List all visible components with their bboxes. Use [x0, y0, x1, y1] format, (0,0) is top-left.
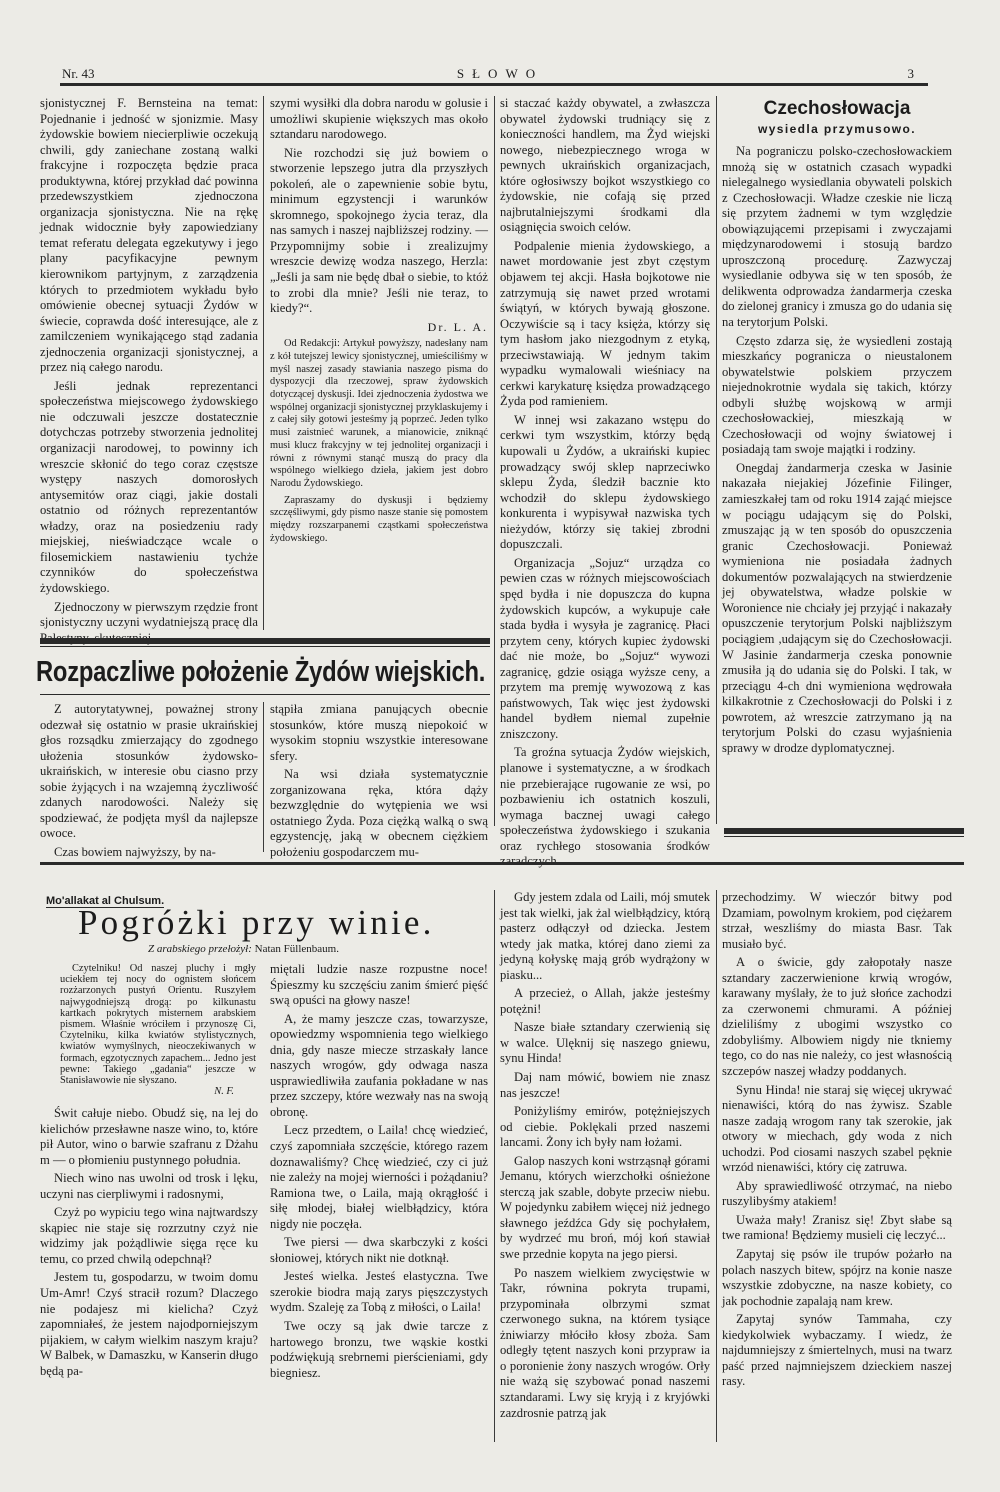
poem-para: A, że mamy jeszcze czas, towarzysze, opowiedzmy wspomnienia tego wielkiego dnia, gdy nasze miecze strzaskały lance naszych wrogów, gdy odwaga nasza usprawiedliwiła zaufania pokładane w nas przez szczepy, które wezwały nas na swoją obronę.: [270, 1011, 488, 1119]
section-rule: [40, 862, 964, 865]
poem-para: Synu Hinda! nie staraj się więcej ukrywać nienawiści, którą do nas żywisz. Szable nasze zadają wrogom rany tak szerokie, jak otwory w miechach, gdy woda z nich uchodzi. Pod ciosami naszych szabel pęknie wrzód nienawiści, który cię zatruwa.: [722, 1082, 952, 1175]
poem-para: Nasze białe sztandary czerwienią się w walce. Ulęknij się naszego gniewu, synu Hinda!: [500, 1020, 710, 1066]
decorative-rule: [724, 828, 964, 834]
poem-para: Galop naszych koni wstrząsnął górami Jemanu, których wierzchołki ośnieżone sterczą jak szable, dobyte przeciw niebu. W pojedynku zabiłem więcej niż jednego sławnego jeźdźca Gdy się pochyłałem, by wydrzeć mu broń, mój koń stawiał swe przednie kopyta na jego piersi.: [500, 1153, 710, 1262]
poem-para: Lecz przedtem, o Laila! chcę wiedzieć, czyś zapomniała szczęście, którego razem doznawaliśmy? Chcę wiedzieć, czy ci już nie zależy na mojej wierności i pożądaniu? Ramiona twe, o Laila, mają okrągłość i siłę młodej, białej wielbłądzicy, która nigdy nie poczęła.: [270, 1123, 488, 1231]
poem-para: Aby sprawiedliwość otrzymać, na niebo ruszylibyśmy atakiem!: [722, 1178, 952, 1209]
poem-column-1: [40, 1106, 258, 1442]
article2-para: Z autorytatywnej, poważnej strony odezwał się ostatnio w prasie ukraińskiej głos rozsądku zmierzający do zgodnego ułożenia stosunków żydowsko-ukraińskich, w interesie obu ciasno przy sobie żyjących i na wzajemną życzliwość zdanych narodowości. Należy się spodziewać, że podjęta myśl da najlepsze owoce.: [40, 702, 258, 841]
poem-para: Poniżyliśmy emirów, potężniejszych od ciebie. Poklękali przed naszemi lancami. Żony ich były nam łożami.: [500, 1104, 710, 1150]
poem-para: Twe oczy są jak dwie tarcze z hartowego bronzu, twe wąskie kostki podźwiękują srebrnemi pierścieniami, gdy biegniesz.: [270, 1319, 488, 1380]
czech-article-title: Czechosłowacja: [763, 98, 911, 119]
poem-para: miętali ludzie nasze rozpustne noce! Śpieszmy ku szczęściu zanim śmierć pięść swą opuści na głowy nasze!: [270, 962, 488, 1008]
article1-para: Nie rozchodzi się już bowiem o stworzenie lepszego jutra dla przyszłych pokoleń, ale o zapewnienie sobie bytu, minimum egzystencji i warunków skromnego, spokojnego życia teraz, dla nas samych i naszej najbliższej rodziny. — Przypomnijmy sobie i zrealizujmy wreszcie dewizę wodza naszego, Herzla: „Jeśli ja sam nie będę dbał o siebie, to któż to zrobi dla mnie? Jeśli nie teraz, to kiedy?“.: [270, 145, 488, 316]
czech-article-column: [722, 144, 952, 814]
article2-para: Czas bowiem najwyższy, by na-: [54, 844, 216, 859]
article1-signature: Dr. L. A.: [427, 319, 488, 334]
article2-para: si staczać każdy obywatel, a zwłaszcza obywatel żydowski trudniący się z konieczności handlem, ma Żyd wiejski nowego, niebezpiecznego wroga w pewnych ukraińskich organizacjach, które ogłosiwszy bojkot wszystkiego co żydowskie, nie cofają się przed najbrutalniejszymi środkami dla osiągnięcia swoich celów.: [500, 96, 710, 235]
poem-title: Pogróżki przy winie.: [78, 903, 435, 942]
intro-note: [60, 963, 256, 1097]
column-divider: [494, 890, 495, 1442]
article2-para: stąpiła zmiana panujących obecnie stosunków, które muszą niepokoić w wysokim stopniu wszystkie interesowane sfery.: [270, 702, 488, 763]
article2-column-1: [40, 702, 258, 859]
editorial-note: [270, 338, 488, 545]
column-divider: [263, 96, 264, 630]
headline-rule-top: [40, 638, 490, 644]
intro-signature: N. F.: [214, 1086, 234, 1098]
column-divider: [716, 890, 717, 1442]
poem-para: Jesteś wielka. Jesteś elastyczna. Twe szerokie biodra mają zarys pięszczystych wydm. Szaleję za Tobą z miłości, o Laila!: [270, 1269, 488, 1315]
intro-text: Czytelniku! Od naszej pluchy i mgły uciekłem tej nocy do ognistem słońcem rozżarzonych pustyń Orientu. Ruszyłem najwygodniejszą drogą: po kilkunastu kartkach pokrytych misternem arabskiem pismem. Właśnie wróciłem i przynoszę Ci, Czytelniku, kilka kwiatów stylistycznych, kwiatów wymyślnych, nieoczekiwanych w formach, egzotycznych zapachem... Jedno jest pewne: Takiego „gadania“ jeszcze w Stanisławowie nie słyszano.: [60, 963, 256, 1087]
poem-para: Zapytaj synów Tammaha, czy kiedykolwiek wybaczamy. I wiedz, że najdumniejszy z śmiertelnych, musi na twarz paść przed najmniejszem dzieckiem naszej rasy.: [722, 1312, 952, 1389]
column-divider: [263, 702, 264, 852]
poem-para: Gdy jestem zdala od Laili, mój smutek jest tak wielki, jak żal wielbłądzicy, którą pasterz odłączył od dziecka. Jestem wtedy jak matka, której dano ziemi za jedyną kołyskę mają grób wydrążony w piasku...: [500, 890, 710, 982]
poem-para: Po naszem wielkiem zwycięstwie w Takr, równina pokryta trupami, przypominała olbrzymi szmat czerwonego sukna, na którem tysiące żniwiarzy młóciło kłosy zboża. Sam odległy tętent naszych koni przypraw ia o poronienie żony naszych wrogów. Orły nie ważą się szybować ponad naszemi sztandarami. Lwy się kryją i z kryjówki zazdrosnie patrzą jak: [500, 1265, 710, 1420]
article2-para: Podpalenie mienia żydowskiego, a nawet mordowanie jest zbyt częstym objawem tej akcji. Hasła bojkotowe nie zatrzymują się nawet przed wrotami świątyń, w których bywają głoszone. Oczywiście są i tacy księża, którzy się tym hasłom jako niezgodnym z etyką, przeciwstawiają. W jednym takim wypadku wymalowali wieśniacy na cerkwi karykaturę księdza prowadzącego Żyda pod ramieniem.: [500, 238, 710, 409]
article1-para: Jeśli jednak reprezentanci społeczeństwa miejscowego żydowskiego nie odczuwali jeszcze dostatecznie dotychczas potrzeby stworzenia jednolitej organizacji narodowej, to powinny ich wreszcie skłonić do tego coraz częstsze występy naszych domorosłych antysemitów oraz ciągi, jakie dostali ostatnio od różnych reprezentantów władzy, oraz na posiedzeniu rady miejskiej, nieświadczące wcale o filosemickiem nastawieniu tychże czynników do społeczeństwa żydowskiego.: [40, 378, 258, 595]
article2-para: Organizacja „Sojuz“ urządza co pewien czas w różnych miejscowościach spęd bydła i nie dopuszcza do kupna żydowskich kupców, a wykupuje całe stada bydła i wysyła je zagranicę. Płaci przytem ceny, których kupiec żydowski dać nie może, bo „Sojuz“ wywozi zagranicę, gdzie osiąga wyższe ceny, a przytem ma premję wywozową z kas państwowych, Tak więc jest żydowski handel bydłem niemal zupełnie zniszczony.: [500, 555, 710, 741]
decorative-rule-thin: [724, 836, 964, 837]
masthead: [36, 66, 964, 82]
article2-para: W innej wsi zakazano wstępu do cerkwi tym wszystkim, którzy będą kupowali u Żydów, a ukraiński kupiec prowadzący swój sklep naprzeciwko sklepu Żyda, śledził bacznie kto wchodził do sklepu żydowskiego konkurenta i wypisywał nazwiska tych nieżydów, którzy się takiej zbrodni dopuszczali.: [500, 412, 710, 552]
poem-column-3: [500, 890, 710, 1442]
article2-column-2: [270, 702, 488, 859]
poem-kicker: Mo'allakat al Chulsum.: [46, 895, 165, 907]
czech-article-subtitle: wysiedla przymusowo.: [757, 122, 917, 136]
poem-column-2: [270, 962, 488, 1442]
czech-para: Na pograniczu polsko-czechosłowackiem mnożą się w ostatnich czasach wypadki nielegalnego wysiedlania obywateli polskich z Czechosłowacji. Władze czeskie nie liczą się przytem żadnemi w tym względzie obowiązującemi przepisami i zwyczajami międzynarodowemi i stosują bardzo uproszczoną procedurę. Zazwyczaj wysiedlanie odbywa się w ten sposób, że delikwenta odprowadza żandarmerja czeska do zielonej granicy i zmusza go do udania się na terytorjum Polski.: [722, 144, 952, 330]
article2-column-3: [500, 96, 710, 853]
translator-credit: [148, 943, 339, 955]
masthead-rule: [60, 83, 928, 86]
page-number: 3: [907, 66, 914, 81]
article2-para: Na wsi działa systematycznie zorganizowana ręka, która dąży bezwzględnie do wytępienia we wsi ostatniego Żyda. Poza ciężką walką o swą egzystencję, jaką w obecnem ciężkiem położeniu gospodarczem mu-: [270, 767, 488, 859]
headline-rule-top-thin: [40, 646, 490, 647]
poem-column-4: [722, 890, 952, 1442]
column-divider: [716, 96, 717, 824]
headline-rule-bottom: [40, 694, 490, 695]
article1-para: sjonistycznej F. Bernsteina na temat: Pojednanie i jedność w sjonizmie. Masy żydowskie bowiem niecierpliwie oczekują chwili, gdy zaniechane zostaną walki frakcyjne i rozpoczęta będzie praca produktywna, której przykład dać powinna przedewszystkiem zjednoczona organizacja sjonistyczna. Nie na rękę jednak widocznie były zapowiedziany temat referatu delegata egzekutywy i jego plany pacyfikacyjne pewnym kierownikom partyjnym, z zarządzenia których to przedmiotem wykładu było omówienie obecnej sytuacji Żydów w świecie, coprawda dość interesujące, ale z zamilczeniem wynikającego stąd zadania zjednoczenia organizacji sjonistycznej, a przez nią całego narodu.: [40, 96, 258, 375]
article1-para: szymi wysiłki dla dobra narodu w golusie i umożliwi skupienie większych mas około sztandaru narodowego.: [270, 96, 488, 142]
translator-name: Natan Füllenbaum.: [254, 943, 339, 955]
article1-para: Zjednoczony w pierwszym rzędzie front sjonistyczny uczyni wydatniejszą pracę dla: [40, 599, 258, 630]
issue-number: Nr. 43: [62, 66, 95, 81]
poem-para: A o świcie, gdy załopotały nasze sztandary zaczerwienione krwią wrogów, karawany myślały, że to już słońce zachodzi za czerwonemi chmurami. A później dzieliliśmy z ubogimi wszystko co zdobyliśmy. Albowiem nigdy nie tkniemy tego, co do nas nie należy, co jest własnością szczepów naszej władzy poddanych.: [722, 955, 952, 1079]
article1-column-1: [40, 96, 258, 632]
poem-para: A przecież, o Allah, jakże jesteśmy potężni!: [500, 986, 710, 1016]
poem-para: Czyż po wypiciu tego wina najtwardszy skąpiec nie staje się rozrzutny czyż nie widzimy jak pożądliwie sięga ręce ku temu, co przed chwilą odepchnął?: [40, 1205, 258, 1266]
poem-para: przechodzimy. W wieczór bitwy pod Dzamiam, powolnym krokiem, pod ciężarem strzał, weszliśmy do miasta Basr. Tak musiało być.: [722, 890, 952, 951]
poem-para: Świt całuje niebo. Obudź się, na lej do kielichów przesławne nasze wino, to, które pił Autor, wino o barwie szafranu z Dżahu m — o płomieniu pustynnego południa.: [40, 1106, 258, 1167]
article1-column-2: [270, 96, 488, 632]
paper-title: SŁOWO: [456, 66, 544, 81]
editorial-note-para: Od Redakcji: Artykuł powyższy, nadesłany nam z kół tutejszej lewicy sjonistycznej, umieściliśmy w myśl naszej zasady stawiania naszego pisma do dyspozycji dla rzeczowej, spraw żydowskich dotyczącej dyskusji. Idei zjednoczenia żydostwa we wspólnej organizacji sjonistycznej przyklaskujemy i z całej siły gotowi jesteśmy ją poprzeć. Jeden tylko musi zaistnieć warunek, a mianowicie, zniknąć musi klucz frakcyjny w tej jednolitej organizacji i równi z równymi stanąć muszą do pracy dla wspólnego wielkiego dzieła, jakiem jest dobro Narodu Żydowskiego.: [270, 338, 488, 489]
poem-para: Niech wino nas uwolni od trosk i lęku, uczyni nas cierpliwymi i radosnymi,: [40, 1171, 258, 1201]
translator-prefix: Z arabskiego przełożył:: [148, 943, 252, 955]
poem-para: Twe piersi — dwa skarbczyki z kości słoniowej, których nikt nie dotknął.: [270, 1235, 488, 1265]
column-divider: [494, 96, 495, 826]
poem-para: Jestem tu, gospodarzu, w twoim domu Um-Amr! Czyś stracił rozum? Dlaczego nie podajesz mi kielicha? Czyż zapomniałeś, że jestem najodporniejszym pijakiem, w całym wielkim naszym kraju? W Balbek, w Damaszku, w Kanserin długo będą pa-: [40, 1270, 259, 1378]
article2-para: Ta groźna sytuacja Żydów wiejskich, planowe i systematyczne, a w środkach nie przebierające rugowanie ze wsi, po pozbawieniu ich ostatnich koszuli, wymaga bacznej uwagi całego społeczeństwa żydowskiego i szukania oraz rychłego stosowania środków: [500, 745, 710, 853]
czech-para: Onegdaj żandarmerja czeska w Jasinie nakazała niejakiej Józefinie Filinger, zamieszkałej tam od roku 1914 zająć miejsce w pociągu udającym się do Polski, zmuszając ją w ten sposób do opuszczenia granic Czechosłowacji. Ponieważ wymieniona nie posiadała żadnych dokumentów pozwalających na stwierdzenie jej obywatelstwa, władze polskie w Woronience nie chciały jej przyjąć i nakazały opuszczenie terytorjum Polski najbliższym pociągiem ,udającym się do Czechosłowacji. W Jasinie żandarmerja czeska ponownie zmusiła ją do udania się do Polski. I tak, w przeciągu 4-ch dni wymieniona wędrowała kilkakrotnie z Czechosłowacji do Polski i z powrotem, aż wreszcie zatrzymano ją na terytorjum Polski do czasu wyjaśnienia sprawy w drodze dyplomatycznej.: [722, 460, 952, 755]
poem-para: Uważa mały! Zranisz się! Zbyt słabe są twe ramiona! Będziemy musieli cię leczyć...: [722, 1212, 952, 1243]
editorial-note-para: Zapraszamy do dyskusji i będziemy szczęśliwymi, gdy pismo nasze stanie się pomostem między rozszarpanemi cząstkami społeczeństwa żydowskiego.: [270, 494, 488, 544]
article2-headline: Rozpaczliwe położenie Żydów wiejskich.: [36, 656, 486, 688]
poem-para: Daj nam mówić, bowiem nie znasz nas jeszcze!: [500, 1070, 710, 1100]
poem-para: Zapytaj się psów ile trupów pożarło na polach naszych bitew, spójrz na konie nasze wszystkie zdobyczne, na nasze kobiety, co jak pochodnie zapalają nam krew.: [722, 1247, 952, 1308]
czech-para: Często zdarza się, że wysiedleni zostają mieszkańcy pogranicza o nieustalonem obywatelstwie polskiem przyczem niejednokrotnie wydala się takich, którzy odbyli służbę wojskową w armji czechosłowackiej, mieszkają w Czechosłowacji od wojny światowej i posiadają tam swoje majątki i rodziny.: [722, 333, 952, 457]
